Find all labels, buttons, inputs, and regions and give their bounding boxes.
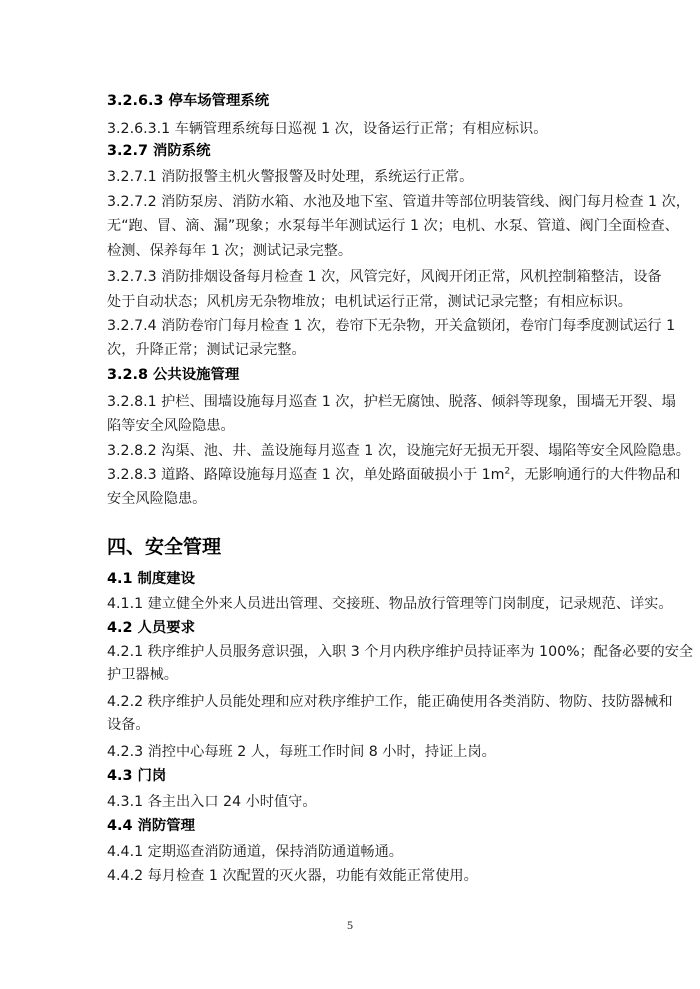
heading-4-3: 4.3 门岗 xyxy=(107,768,167,784)
paragraph-3-2-8-3-text-b: ，无影响通行的大件物品和 xyxy=(510,467,681,483)
page-number: 5 xyxy=(347,918,353,932)
paragraph-4-2-1-line1: 4.2.1 秩序维护人员服务意识强，入职 3 个月内秩序维护员持证率为 100%；配备必要的安全 xyxy=(107,644,694,660)
heading-3-2-8: 3.2.8 公共设施管理 xyxy=(107,367,240,383)
superscript-2: 2 xyxy=(504,466,511,477)
paragraph-3-2-8-1-line2: 陷等安全风险隐患。 xyxy=(107,418,235,434)
paragraph-3-2-7-4-line1: 3.2.7.4 消防卷帘门每月检查 1 次，卷帘下无杂物，开关盒锁闭，卷帘门每季度测试运行 1 xyxy=(107,318,676,334)
paragraph-3-2-8-3-line1 xyxy=(107,466,681,484)
paragraph-3-2-7-1: 3.2.7.1 消防报警主机火警报警及时处理，系统运行正常。 xyxy=(107,169,474,185)
heading-4-2: 4.2 人员要求 xyxy=(107,620,196,636)
paragraph-3-2-8-1-line1: 3.2.8.1 护栏、围墙设施每月巡查 1 次，护栏无腐蚀、脱落、倾斜等现象，围墙无开裂、塌 xyxy=(107,394,676,410)
paragraph-3-2-7-4-line2: 次，升降正常；测试记录完整。 xyxy=(107,342,306,358)
paragraph-3-2-8-3-line2: 安全风险隐患。 xyxy=(107,491,207,507)
paragraph-4-4-2: 4.4.2 每月检查 1 次配置的灭火器，功能有效能正常使用。 xyxy=(107,868,478,884)
paragraph-3-2-7-2-line1: 3.2.7.2 消防泵房、消防水箱、水池及地下室、管道井等部位明装管线、阀门每月检查 1 次， xyxy=(107,194,690,210)
heading-3-2-7: 3.2.7 消防系统 xyxy=(107,143,211,159)
heading-4-1: 4.1 制度建设 xyxy=(107,571,196,587)
paragraph-4-2-1-line2: 护卫器械。 xyxy=(107,667,178,683)
paragraph-3-2-8-2: 3.2.8.2 沟渠、池、井、盖设施每月巡查 1 次，设施完好无损无开裂、塌陷等安全风险隐患。 xyxy=(107,443,690,459)
paragraph-3-2-7-2-line3: 检测、保养每年 1 次；测试记录完整。 xyxy=(107,243,353,259)
paragraph-4-4-1: 4.4.1 定期巡查消防通道，保持消防通道畅通。 xyxy=(107,844,403,860)
section-4-title: 四、安全管理 xyxy=(107,536,222,558)
paragraph-3-2-7-3-line1: 3.2.7.3 消防排烟设备每月检查 1 次，风管完好，风阀开闭正常，风机控制箱整洁，设备 xyxy=(107,269,662,285)
heading-3-2-6-3: 3.2.6.3 停车场管理系统 xyxy=(107,93,270,109)
paragraph-4-2-3: 4.2.3 消控中心每班 2 人，每班工作时间 8 小时，持证上岗。 xyxy=(107,744,496,760)
paragraph-3-2-7-3-line2: 处于自动状态；风机房无杂物堆放；电机试运行正常，测试记录完整；有相应标识。 xyxy=(107,294,632,310)
paragraph-3-2-7-2-line2: 无“跑、冒、滴、漏”现象；水泵每半年测试运行 1 次；电机、水泵、管道、阀门全面检查、 xyxy=(107,218,679,234)
paragraph-4-3-1: 4.3.1 各主出入口 24 小时值守。 xyxy=(107,794,317,810)
paragraph-4-2-2-line2: 设备。 xyxy=(107,717,150,733)
paragraph-3-2-6-3-1: 3.2.6.3.1 车辆管理系统每日巡视 1 次，设备运行正常；有相应标识。 xyxy=(107,121,548,137)
heading-4-4: 4.4 消防管理 xyxy=(107,818,196,834)
paragraph-4-2-2-line1: 4.2.2 秩序维护人员能处理和应对秩序维护工作，能正确使用各类消防、物防、技防器械和 xyxy=(107,694,673,710)
paragraph-3-2-8-3-text-a: 3.2.8.3 道路、路障设施每月巡查 1 次，单处路面破损小于 1m xyxy=(107,467,505,483)
paragraph-4-1-1: 4.1.1 建立健全外来人员进出管理、交接班、物品放行管理等门岗制度，记录规范、详实。 xyxy=(107,596,673,612)
